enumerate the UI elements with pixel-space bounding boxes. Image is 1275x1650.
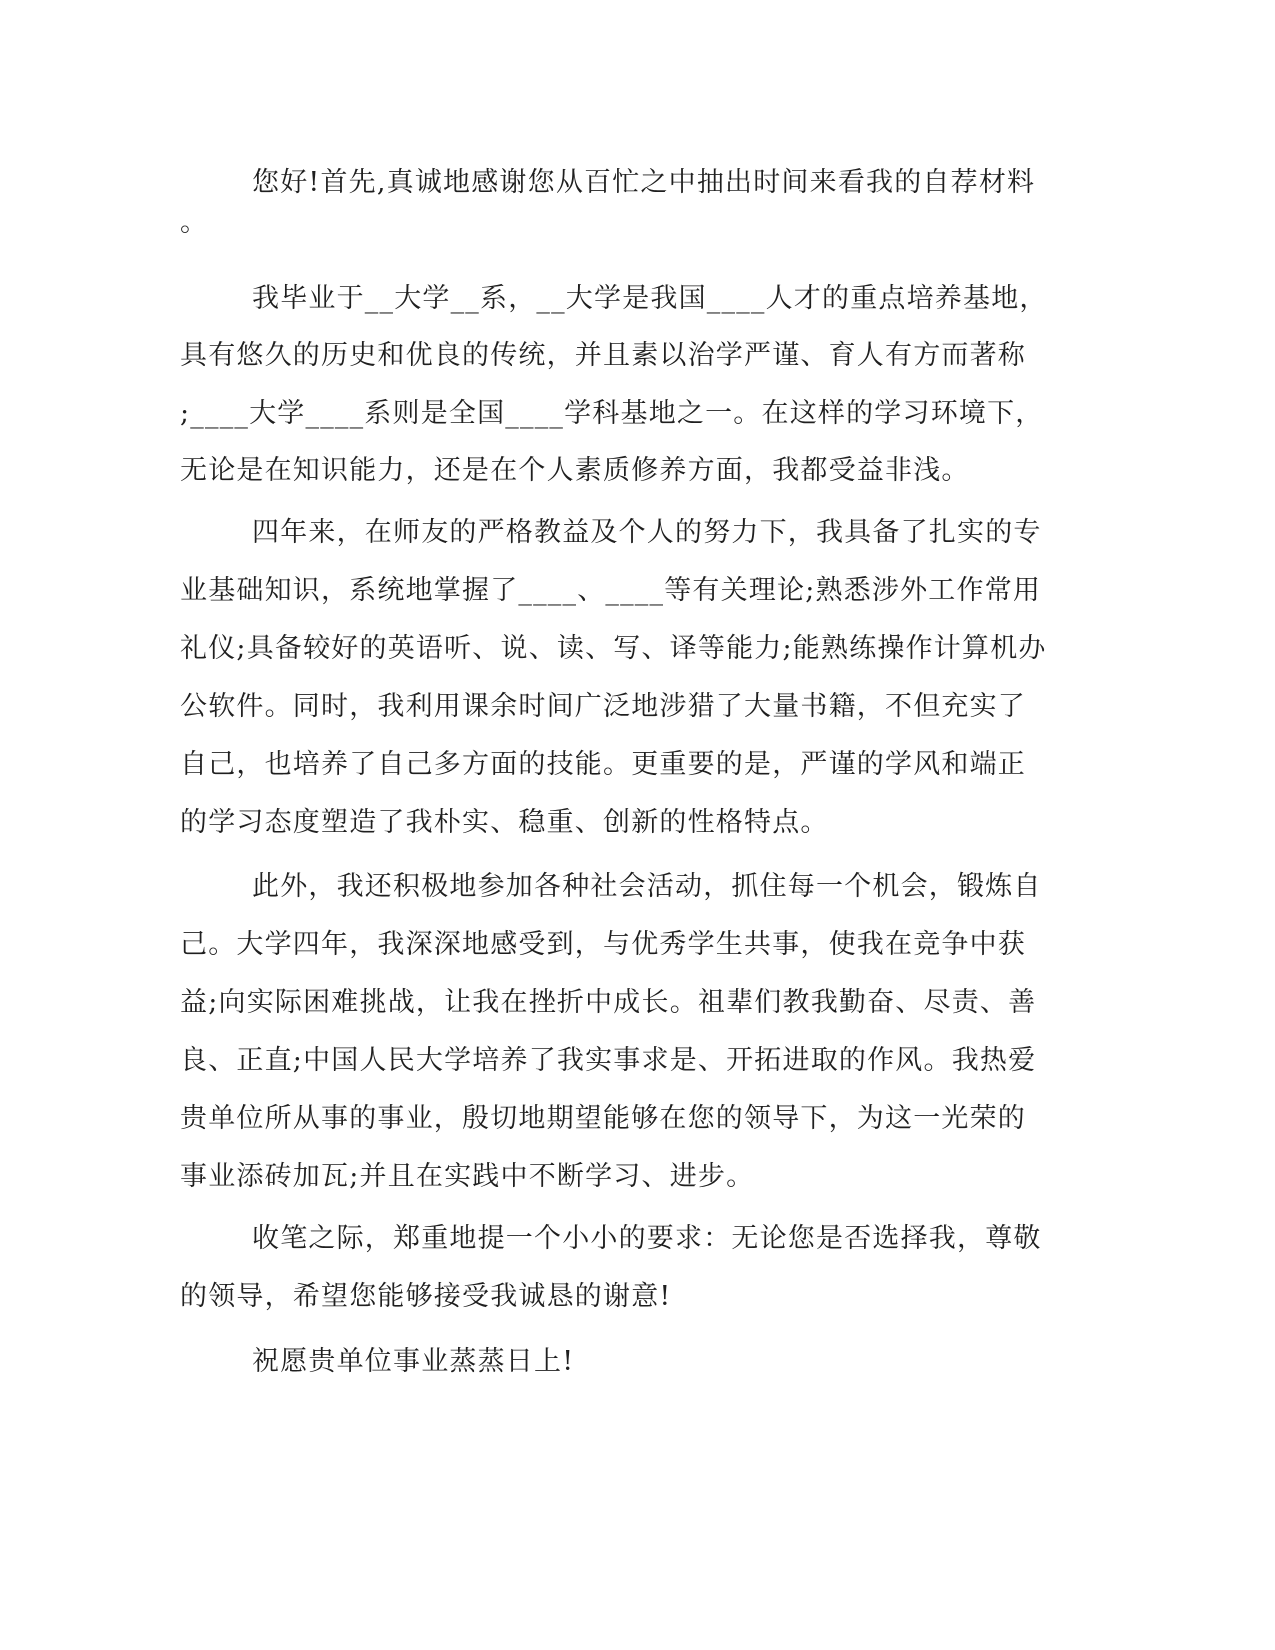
text-line: 我毕业于__大学__系，__大学是我国____人才的重点培养基地， [252, 283, 1048, 314]
text-line: 具有悠久的历史和优良的传统，并且素以治学严谨、育人有方而著称 [180, 340, 1026, 371]
text-line: 您好!首先,真诚地感谢您从百忙之中抽出时间来看我的自荐材料 [252, 167, 1036, 198]
text-line: ;____大学____系则是全国____学科基地之一。在这样的学习环境下， [180, 398, 1044, 429]
text-line: 的领导，希望您能够接受我诚恳的谢意! [180, 1281, 672, 1312]
text-line: 己。大学四年，我深深地感受到，与优秀学生共事，使我在竞争中获 [180, 929, 1026, 960]
text-line: 自己，也培养了自己多方面的技能。更重要的是，严谨的学风和端正 [180, 749, 1026, 780]
text-line: 良、正直;中国人民大学培养了我实事求是、开拓进取的作风。我热爱 [180, 1045, 1037, 1076]
text-line: 此外，我还积极地参加各种社会活动，抓住每一个机会，锻炼自 [252, 871, 1042, 902]
text-line: 事业添砖加瓦;并且在实践中不断学习、进步。 [180, 1161, 755, 1192]
text-line: 业基础知识，系统地掌握了____、____等有关理论;熟悉涉外工作常用 [180, 575, 1042, 606]
text-line: 的学习态度塑造了我朴实、稳重、创新的性格特点。 [180, 807, 829, 838]
text-line: 。 [180, 207, 209, 238]
text-line: 无论是在知识能力，还是在个人素质修养方面，我都受益非浅。 [180, 455, 970, 486]
text-line: 贵单位所从事的事业，殷切地期望能够在您的领导下，为这一光荣的 [180, 1103, 1026, 1134]
text-line: 公软件。同时，我利用课余时间广泛地涉猎了大量书籍，不但充实了 [180, 691, 1026, 722]
text-line: 收笔之际，郑重地提一个小小的要求：无论您是否选择我，尊敬 [252, 1223, 1042, 1254]
text-line: 益;向实际困难挑战，让我在挫折中成长。祖辈们教我勤奋、尽责、善 [180, 987, 1037, 1018]
text-line: 四年来，在师友的严格教益及个人的努力下，我具备了扎实的专 [252, 517, 1042, 548]
text-line: 祝愿贵单位事业蒸蒸日上! [252, 1346, 575, 1377]
text-line: 礼仪;具备较好的英语听、说、读、写、译等能力;能熟练操作计算机办 [180, 633, 1047, 664]
